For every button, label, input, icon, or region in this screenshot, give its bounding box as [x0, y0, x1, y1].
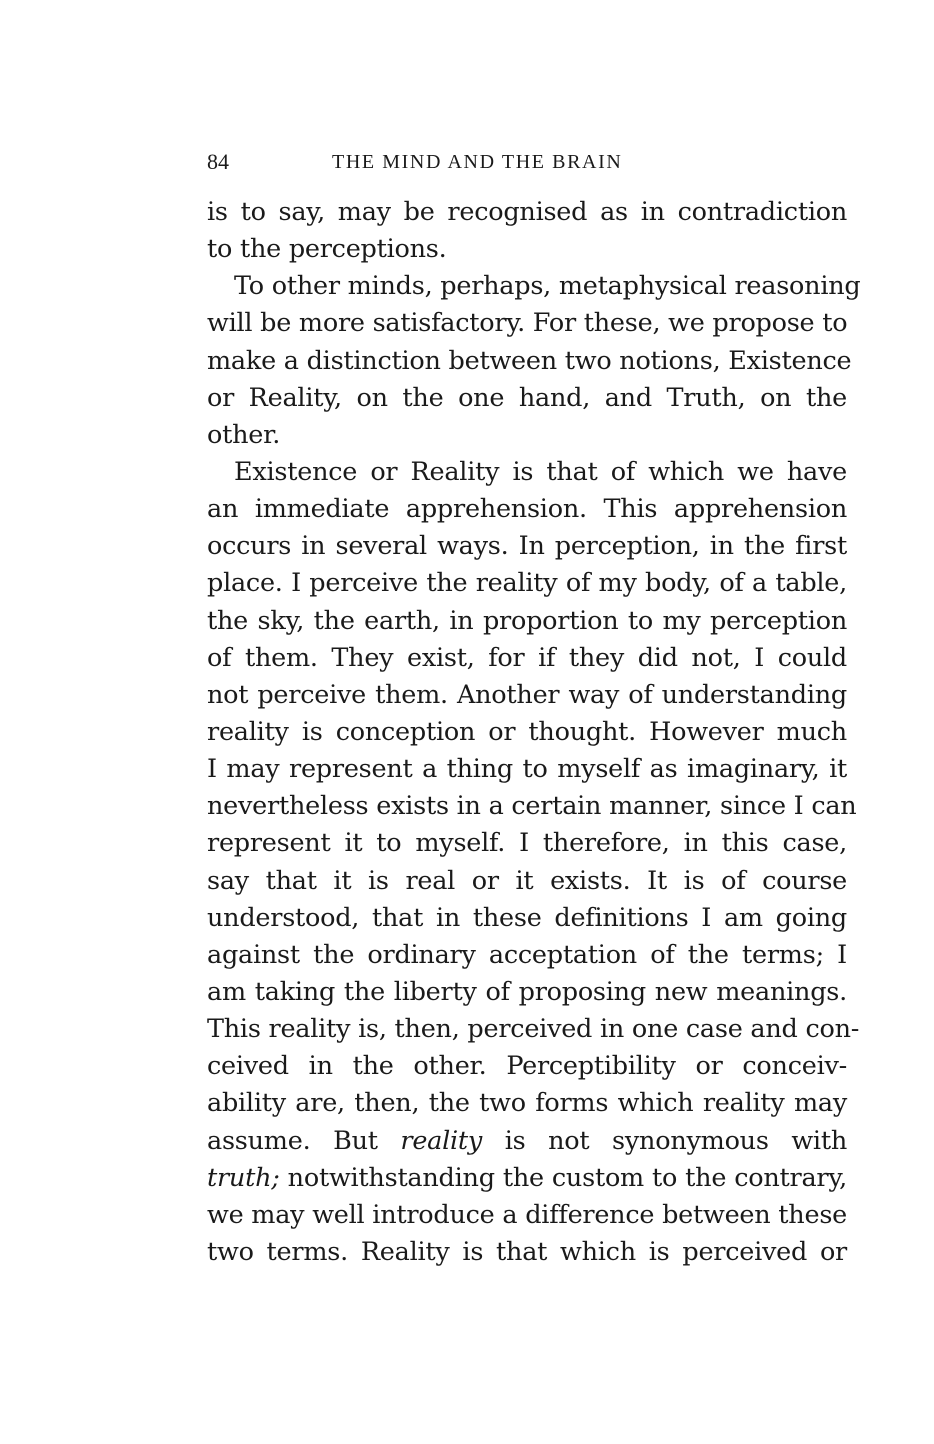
text-line [207, 1123, 847, 1160]
text-line: to the perceptions. [207, 234, 447, 265]
text-line: nevertheless exists in a certain manner, since I can [207, 791, 857, 822]
text-line: represent it to myself. I therefore, in this case, [207, 828, 847, 859]
text-run: assume. But [207, 1125, 401, 1156]
text-line: or Reality, on the one hand, and Truth, on the [207, 382, 847, 413]
text-line: To other minds, perhaps, metaphysical reasoning [234, 271, 861, 302]
text-line: is to say, may be recognised as in contradiction [207, 197, 847, 227]
text-line: ability are, then, the two forms which reality may [207, 1088, 847, 1119]
page-number: 84 [207, 149, 229, 174]
text-line: two terms. Reality is that which is perceived or [207, 1236, 847, 1267]
italic-word: truth; [207, 1162, 280, 1193]
text-run: is not synonymous with [482, 1125, 847, 1156]
text-line: am taking the liberty of proposing new meanings. [207, 976, 847, 1007]
text-line: understood, that in these definitions I am going [207, 902, 847, 933]
text-line: an immediate apprehension. This apprehension [207, 494, 847, 525]
text-line: other. [207, 419, 281, 450]
page-header [207, 146, 717, 178]
text-line: we may well introduce a difference between these [207, 1199, 847, 1230]
text-line: reality is conception or thought. However much [207, 716, 847, 747]
text-line: occurs in several ways. In perception, in the first [207, 531, 847, 562]
text-line: make a distinction between two notions, Existence [207, 345, 852, 376]
text-line: will be more satisfactory. For these, we propose to [207, 308, 848, 339]
running-title: THE MIND AND THE BRAIN [332, 151, 623, 173]
text-line: say that it is real or it exists. It is of course [207, 865, 847, 896]
text-line: I may represent a thing to myself as imaginary, it [207, 754, 847, 785]
text-line: of them. They exist, for if they did not, I could [207, 642, 847, 673]
text-run: notwithstanding the custom to the contrary, [279, 1162, 847, 1193]
text-line: ceived in the other. Perceptibility or conceiv- [207, 1051, 847, 1082]
text-line: This reality is, then, perceived in one case and con- [207, 1014, 860, 1045]
text-line: not perceive them. Another way of understanding [207, 679, 847, 710]
body-text [207, 194, 861, 1271]
italic-word: reality [400, 1125, 483, 1156]
text-line: the sky, the earth, in proportion to my perception [207, 605, 847, 636]
text-line: Existence or Reality is that of which we have [234, 456, 847, 487]
text-line [207, 1160, 847, 1197]
text-line: against the ordinary acceptation of the terms; I [207, 939, 847, 970]
text-line: place. I perceive the reality of my body, of a table, [207, 568, 847, 599]
